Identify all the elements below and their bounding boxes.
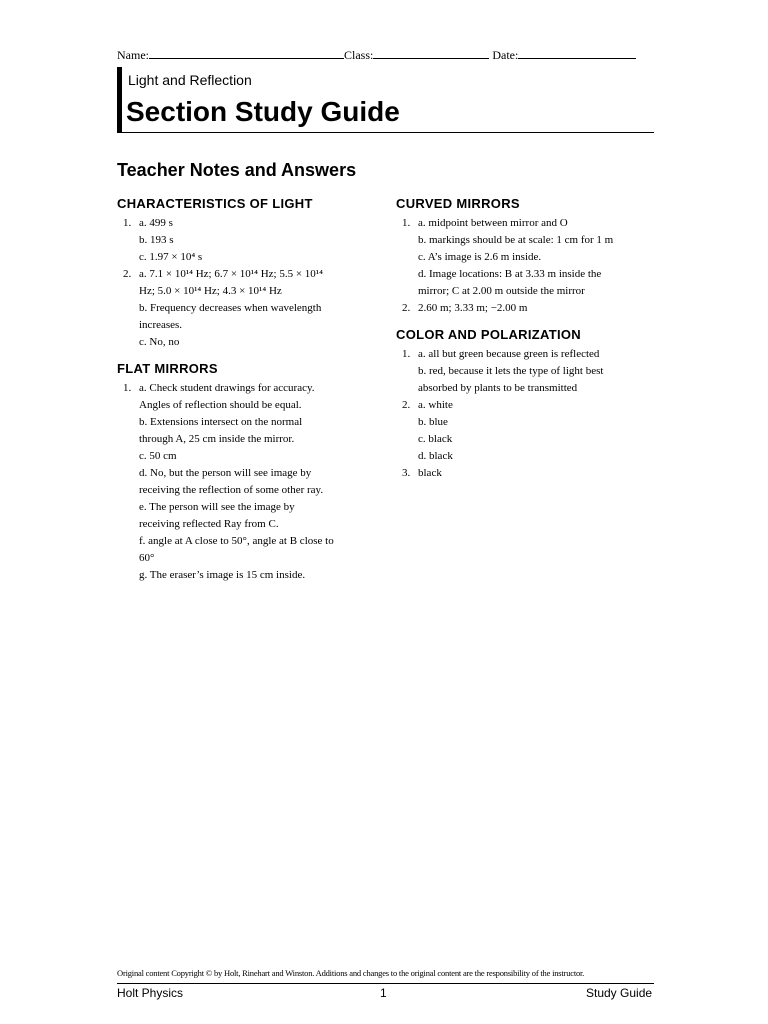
item-number: 1. bbox=[123, 382, 132, 394]
answer-line: a. 7.1 × 10¹⁴ Hz; 6.7 × 10¹⁴ Hz; 5.5 × 10¹⁴ bbox=[139, 268, 323, 280]
answer-line: a. all but green because green is reflected bbox=[418, 348, 600, 360]
answer-line: Angles of reflection should be equal. bbox=[139, 399, 302, 411]
answer-line: a. midpoint between mirror and O bbox=[418, 217, 568, 229]
section-flat-mirrors bbox=[117, 361, 387, 584]
list-item bbox=[396, 346, 658, 397]
copyright-notice: Original content Copyright © by Holt, Rinehart and Winston. Additions and changes to the original content are the responsibility of the instructor. bbox=[117, 968, 585, 978]
section-heading: COLOR AND POLARIZATION bbox=[396, 327, 581, 342]
list-item bbox=[117, 215, 387, 266]
subtitle: Teacher Notes and Answers bbox=[117, 160, 357, 180]
right-column bbox=[396, 196, 658, 492]
section-heading: CHARACTERISTICS OF LIGHT bbox=[117, 196, 313, 211]
title-divider bbox=[117, 132, 654, 133]
answer-line: b. markings should be at scale: 1 cm for 1 m bbox=[418, 234, 614, 246]
answer-line: receiving the reflection of some other ray. bbox=[139, 484, 324, 496]
answer-line: b. 193 s bbox=[139, 234, 174, 246]
answer-line: b. Frequency decreases when wavelength bbox=[139, 302, 322, 314]
list-item bbox=[396, 215, 658, 300]
name-blank bbox=[149, 47, 344, 59]
item-number: 2. bbox=[402, 399, 411, 411]
answer-line: receiving reflected Ray from C. bbox=[139, 518, 279, 530]
name-label: Name: bbox=[117, 48, 149, 62]
left-column bbox=[117, 196, 387, 594]
list-item bbox=[396, 397, 658, 465]
answer-line: d. Image locations: B at 3.33 m inside the bbox=[418, 268, 602, 280]
page-title: Section Study Guide bbox=[126, 96, 400, 127]
answer-line: through A, 25 cm inside the mirror. bbox=[139, 433, 295, 445]
item-number: 1. bbox=[123, 217, 132, 229]
answer-line: a. white bbox=[418, 399, 453, 411]
class-label: Class: bbox=[344, 48, 374, 62]
answer-line: b. Extensions intersect on the normal bbox=[139, 416, 303, 428]
answer-line: g. The eraser’s image is 15 cm inside. bbox=[139, 569, 306, 581]
answer-line: Hz; 5.0 × 10¹⁴ Hz; 4.3 × 10¹⁴ Hz bbox=[139, 285, 282, 297]
answer-line: 2.60 m; 3.33 m; −2.00 m bbox=[418, 302, 528, 314]
answer-line: e. The person will see the image by bbox=[139, 501, 295, 513]
answer-line: absorbed by plants to be transmitted bbox=[418, 382, 578, 394]
answer-line: a. Check student drawings for accuracy. bbox=[139, 382, 315, 394]
answer-line: c. A’s image is 2.6 m inside. bbox=[418, 251, 542, 263]
item-number: 2. bbox=[123, 268, 132, 280]
date-blank bbox=[518, 47, 636, 59]
answer-line: increases. bbox=[139, 319, 183, 331]
list-item bbox=[117, 380, 387, 584]
answer-line: mirror; C at 2.00 m outside the mirror bbox=[418, 285, 585, 297]
section-color-and-polarization bbox=[396, 327, 658, 482]
answer-line: f. angle at A close to 50°, angle at B close to bbox=[139, 535, 334, 547]
answer-line: d. No, but the person will see image by bbox=[139, 467, 312, 479]
answer-line: black bbox=[418, 467, 442, 479]
page-number: 1 bbox=[380, 986, 387, 1000]
answer-line: c. 50 cm bbox=[139, 450, 177, 462]
answer-line: d. black bbox=[418, 450, 453, 462]
section-curved-mirrors bbox=[396, 196, 658, 317]
answer-line: b. blue bbox=[418, 416, 448, 428]
chapter-title: Light and Reflection bbox=[128, 72, 252, 88]
date-label: Date: bbox=[492, 48, 519, 62]
class-blank bbox=[373, 47, 489, 59]
answer-line: a. 499 s bbox=[139, 217, 173, 229]
section-heading: FLAT MIRRORS bbox=[117, 361, 218, 376]
list-item bbox=[117, 266, 387, 351]
item-number: 3. bbox=[402, 467, 411, 479]
footer-book-title: Holt Physics bbox=[117, 986, 184, 1000]
title-accent-bar bbox=[117, 67, 122, 133]
item-number: 1. bbox=[402, 217, 411, 229]
list-item bbox=[396, 465, 658, 482]
footer-divider bbox=[117, 983, 654, 984]
answer-line: c. No, no bbox=[139, 336, 180, 348]
footer-doc-type: Study Guide bbox=[586, 986, 653, 1000]
section-heading: CURVED MIRRORS bbox=[396, 196, 520, 211]
answer-line: b. red, because it lets the type of light best bbox=[418, 365, 604, 377]
list-item bbox=[396, 300, 658, 317]
item-number: 1. bbox=[402, 348, 411, 360]
answer-line: c. black bbox=[418, 433, 453, 445]
answer-line: c. 1.97 × 10⁴ s bbox=[139, 251, 203, 263]
section-characteristics-of-light bbox=[117, 196, 387, 351]
item-number: 2. bbox=[402, 302, 411, 314]
student-info-line bbox=[117, 47, 657, 63]
answer-line: 60° bbox=[139, 552, 155, 564]
